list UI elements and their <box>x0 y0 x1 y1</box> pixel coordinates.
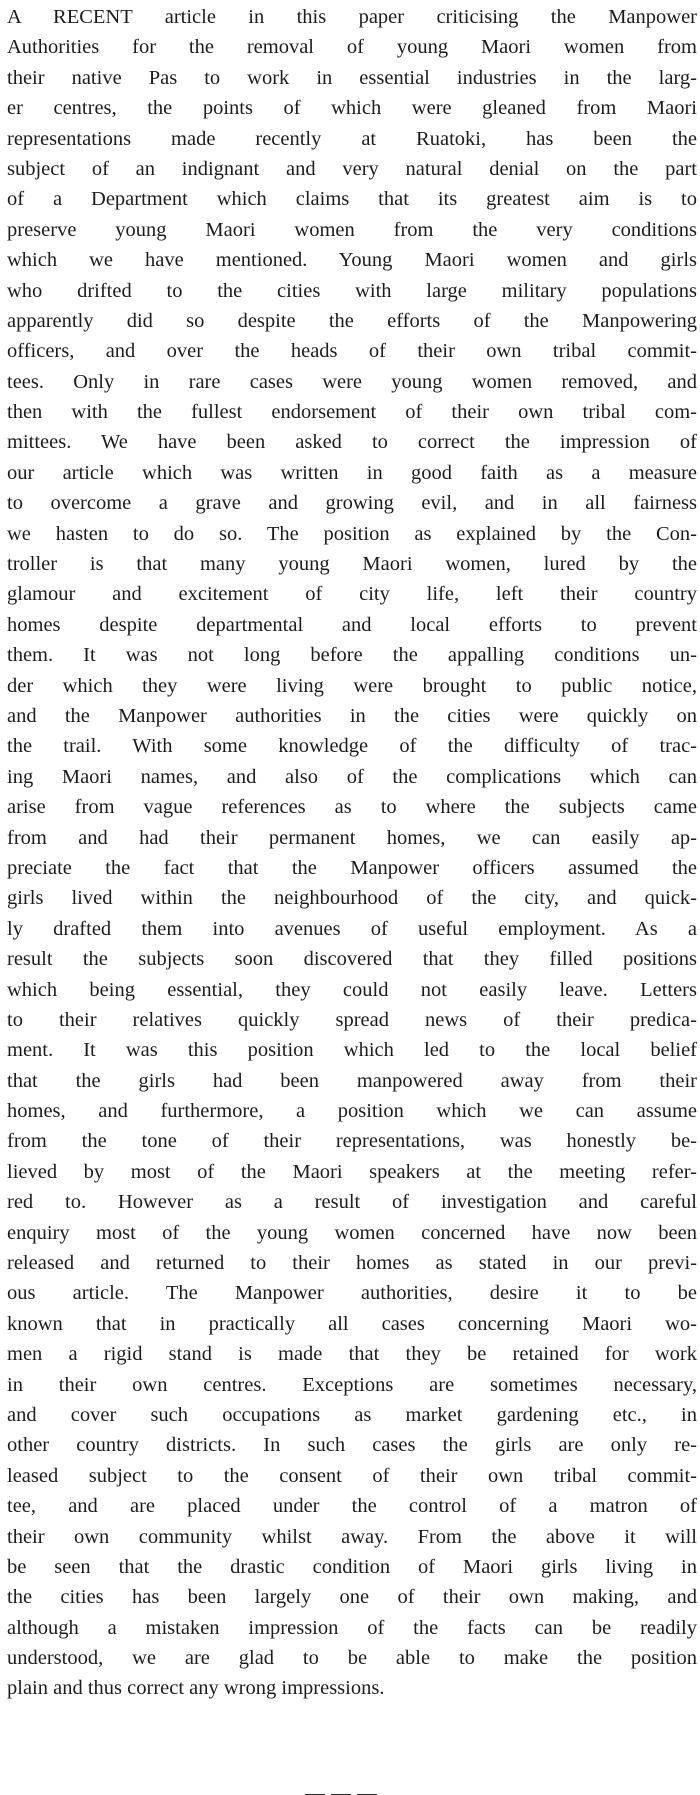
article-line: released and returned to their homes as stated in our previ- <box>7 1252 697 1275</box>
article-line: result the subjects soon discovered that they filled positions <box>7 948 697 971</box>
article-body <box>7 2 697 1704</box>
article-line: preserve young Maori women from the very conditions <box>7 218 697 241</box>
article-line: subject of an indignant and very natural denial on the part <box>7 157 697 180</box>
article-line: lieved by most of the Maori speakers at the meeting refer- <box>7 1160 697 1183</box>
article-line: girls lived within the neighbourhood of the city, and quick- <box>7 887 697 910</box>
article-line: glamour and excitement of city life, left their country <box>7 583 697 606</box>
article-line: ing Maori names, and also of the complications which can <box>7 765 697 788</box>
article-line: ous article. The Manpower authorities, desire it to be <box>7 1282 697 1305</box>
article-line: tee, and are placed under the control of a matron of <box>7 1495 697 1518</box>
article-line: their own community whilst away. From the above it will <box>7 1525 697 1548</box>
article-line: der which they were living were brought to public notice, <box>7 674 697 697</box>
article-line: leased subject to the consent of their own tribal commit- <box>7 1464 697 1487</box>
article-line: be seen that the drastic condition of Maori girls living in <box>7 1555 697 1578</box>
article-line: Authorities for the removal of young Maori women from <box>7 36 697 59</box>
next-heading-fragment <box>305 1786 395 1795</box>
article-line: from and had their permanent homes, we can easily ap- <box>7 826 697 849</box>
article-line: which being essential, they could not easily leave. Letters <box>7 978 697 1001</box>
article-line: and cover such occupations as market gardening etc., in <box>7 1403 697 1426</box>
article-line: then with the fullest endorsement of their own tribal com- <box>7 401 697 424</box>
article-line: er centres, the points of which were gleaned from Maori <box>7 97 697 120</box>
article-line: to their relatives quickly spread news of their predica- <box>7 1008 697 1031</box>
article-line: in their own centres. Exceptions are sometimes necessary, <box>7 1373 697 1396</box>
article-line: the cities has been largely one of their own making, and <box>7 1586 697 1609</box>
article-line: who drifted to the cities with large military populations <box>7 279 697 302</box>
article-line: from the tone of their representations, was honestly be- <box>7 1130 697 1153</box>
article-line: and the Manpower authorities in the cities were quickly on <box>7 704 697 727</box>
article-line: our article which was written in good faith as a measure <box>7 461 697 484</box>
article-line: them. It was not long before the appalling conditions un- <box>7 644 697 667</box>
article-line: tees. Only in rare cases were young women removed, and <box>7 370 697 393</box>
article-line: ment. It was this position which led to the local belief <box>7 1039 697 1062</box>
article-line: that the girls had been manpowered away from their <box>7 1069 697 1092</box>
article-line: arise from vague references as to where the subjects came <box>7 796 697 819</box>
article-line: we hasten to do so. The position as explained by the Con- <box>7 522 697 545</box>
article-line: homes despite departmental and local efforts to prevent <box>7 613 697 636</box>
article-line: mittees. We have been asked to correct the impression of <box>7 431 697 454</box>
article-line: apparently did so despite the efforts of the Manpowering <box>7 309 697 332</box>
article-line: the trail. With some knowledge of the difficulty of trac- <box>7 735 697 758</box>
article-line: their native Pas to work in essential industries in the larg- <box>7 66 697 89</box>
article-line: preciate the fact that the Manpower officers assumed the <box>7 856 697 879</box>
article-line: understood, we are glad to be able to make the position <box>7 1647 697 1670</box>
article-line: officers, and over the heads of their own tribal commit- <box>7 340 697 363</box>
article-line: homes, and furthermore, a position which we can assume <box>7 1100 697 1123</box>
article-line: other country districts. In such cases the girls are only re- <box>7 1434 697 1457</box>
article-line: red to. However as a result of investigation and careful <box>7 1191 697 1214</box>
article-line: ly drafted them into avenues of useful employment. As a <box>7 917 697 940</box>
article-line: troller is that many young Maori women, lured by the <box>7 553 697 576</box>
article-line: which we have mentioned. Young Maori women and girls <box>7 249 697 272</box>
article-line: to overcome a grave and growing evil, and in all fairness <box>7 492 697 515</box>
article-line: known that in practically all cases concerning Maori wo- <box>7 1312 697 1335</box>
article-line: plain and thus correct any wrong impressions. <box>7 1677 385 1700</box>
article-line: enquiry most of the young women concerned have now been <box>7 1221 697 1244</box>
article-line: representations made recently at Ruatoki, has been the <box>7 127 697 150</box>
article-line: although a mistaken impression of the facts can be readily <box>7 1616 697 1639</box>
article-line: men a rigid stand is made that they be retained for work <box>7 1343 697 1366</box>
article-line: A RECENT article in this paper criticising the Manpower <box>7 6 697 28</box>
article-line: of a Department which claims that its greatest aim is to <box>7 188 697 211</box>
